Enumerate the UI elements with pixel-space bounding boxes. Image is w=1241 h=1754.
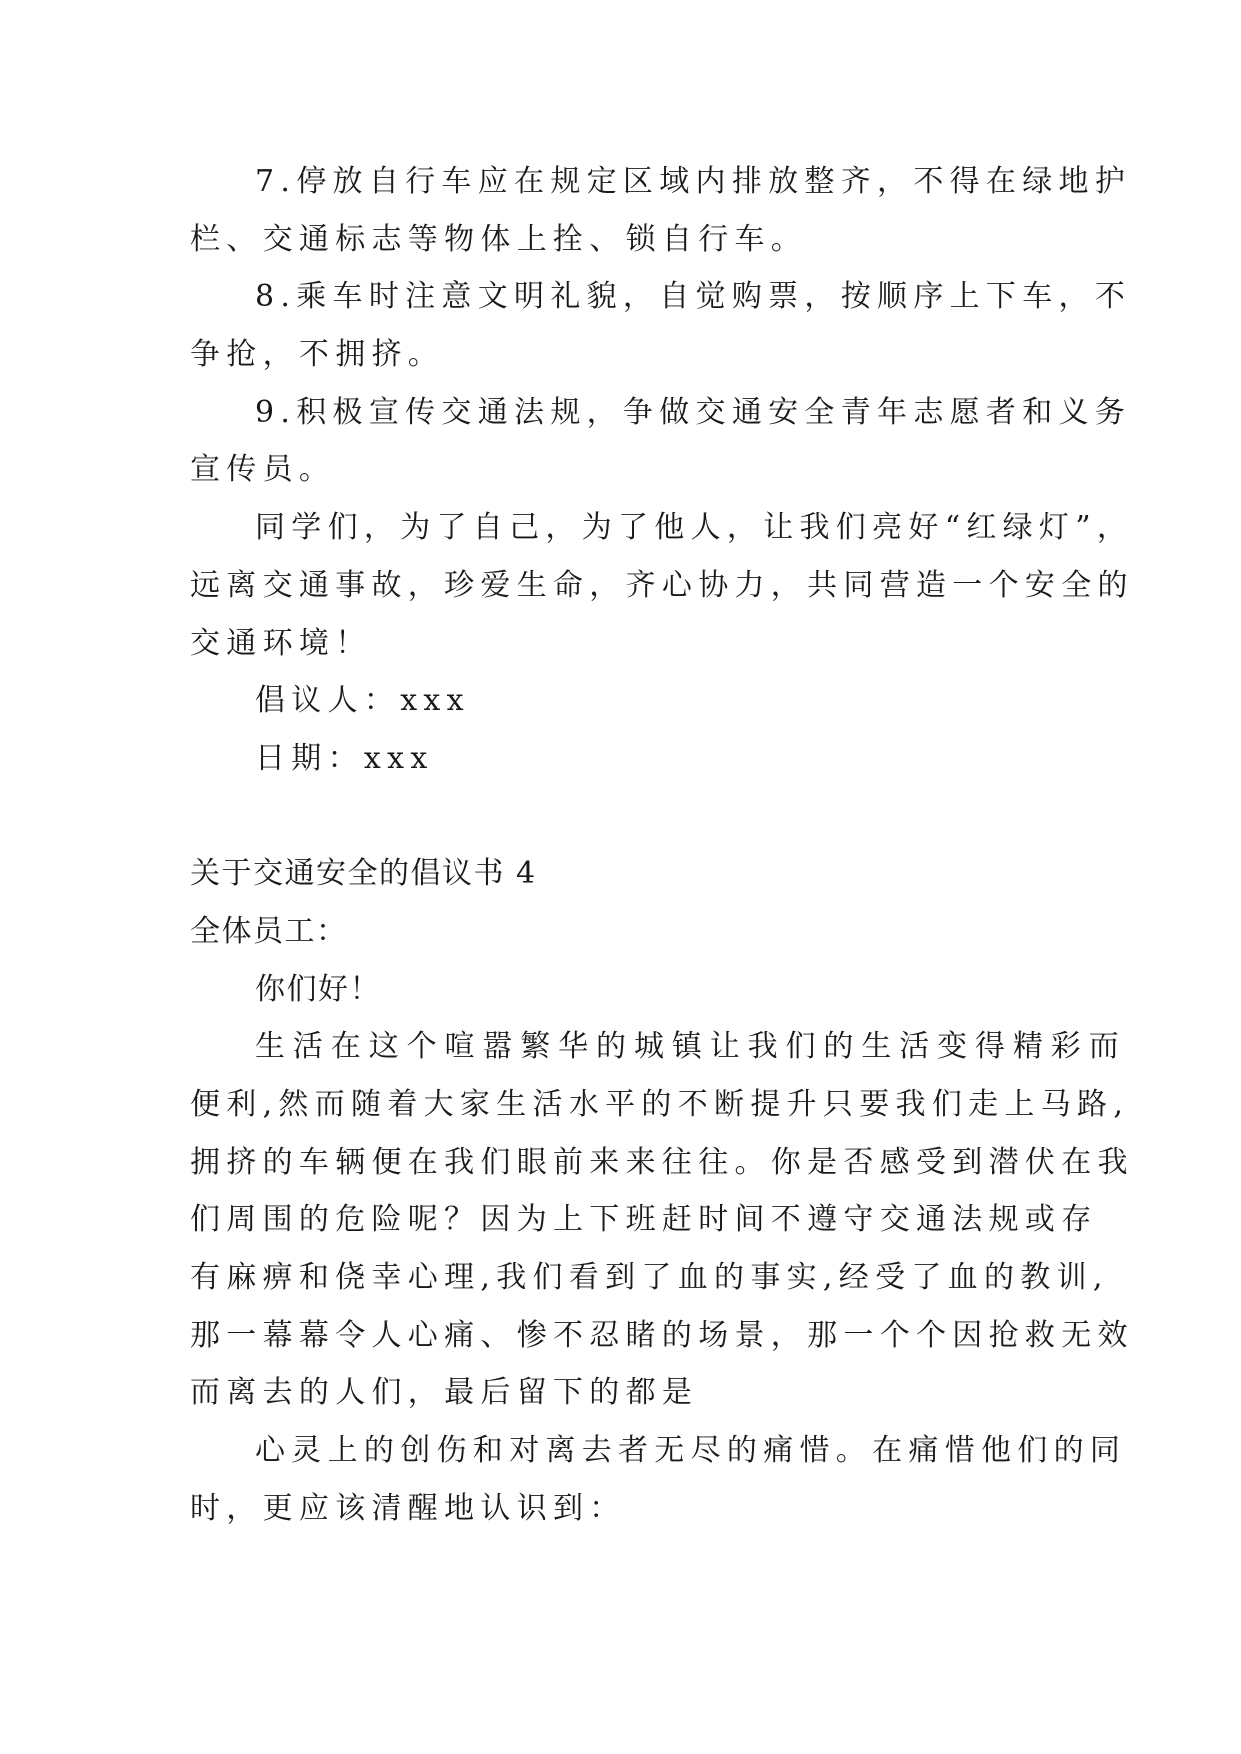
greeting: 你们好！: [255, 972, 381, 1007]
signer: 倡议人：xxx: [255, 683, 470, 718]
para-1-line-7: 而离去的人们，最后留下的都是: [190, 1375, 699, 1410]
para-2-line-1: 心灵上的创伤和对离去者无尽的痛惜。在痛惜他们的同: [255, 1433, 1127, 1468]
closing-line-3: 交通环境！: [190, 626, 372, 661]
item-7-line-2: 栏、交通标志等物体上拴、锁自行车。: [190, 222, 808, 257]
para-1-line-5: 有麻痹和侥幸心理,我们看到了血的事实,经受了血的教训,: [190, 1260, 1109, 1295]
para-1-line-2: 便利,然而随着大家生活水平的不断提升只要我们走上马路,: [190, 1087, 1130, 1122]
para-1-line-4: 们周围的危险呢？因为上下班赶时间不遵守交通法规或存: [190, 1202, 1098, 1237]
para-2-line-2: 时，更应该清醒地认识到：: [190, 1491, 626, 1526]
para-1-line-1: 生活在这个喧嚣繁华的城镇让我们的生活变得精彩而: [255, 1029, 1125, 1064]
item-9-line-1: 9.积极宣传交通法规，争做交通安全青年志愿者和义务: [255, 395, 1132, 430]
salutation: 全体员工：: [190, 914, 348, 949]
item-7-line-1: 7.停放自行车应在规定区域内排放整齐，不得在绿地护: [255, 164, 1132, 199]
item-9-line-2: 宣传员。: [190, 452, 336, 487]
para-1-line-3: 拥挤的车辆便在我们眼前来来往往。你是否感受到潜伏在我: [190, 1145, 1134, 1180]
date: 日期：xxx: [255, 741, 434, 776]
section-title: 关于交通安全的倡议书 4: [190, 856, 537, 891]
item-8-line-2: 争抢，不拥挤。: [190, 337, 445, 372]
closing-line-2: 远离交通事故，珍爱生命，齐心协力，共同营造一个安全的: [190, 568, 1134, 603]
item-8-line-1: 8.乘车时注意文明礼貌，自觉购票，按顺序上下车，不: [255, 279, 1132, 314]
closing-line-1: 同学们，为了自己，为了他人，让我们亮好“红绿灯”，: [255, 510, 1134, 545]
para-1-line-6: 那一幕幕令人心痛、惨不忍睹的场景，那一个个因抢救无效: [190, 1318, 1134, 1353]
